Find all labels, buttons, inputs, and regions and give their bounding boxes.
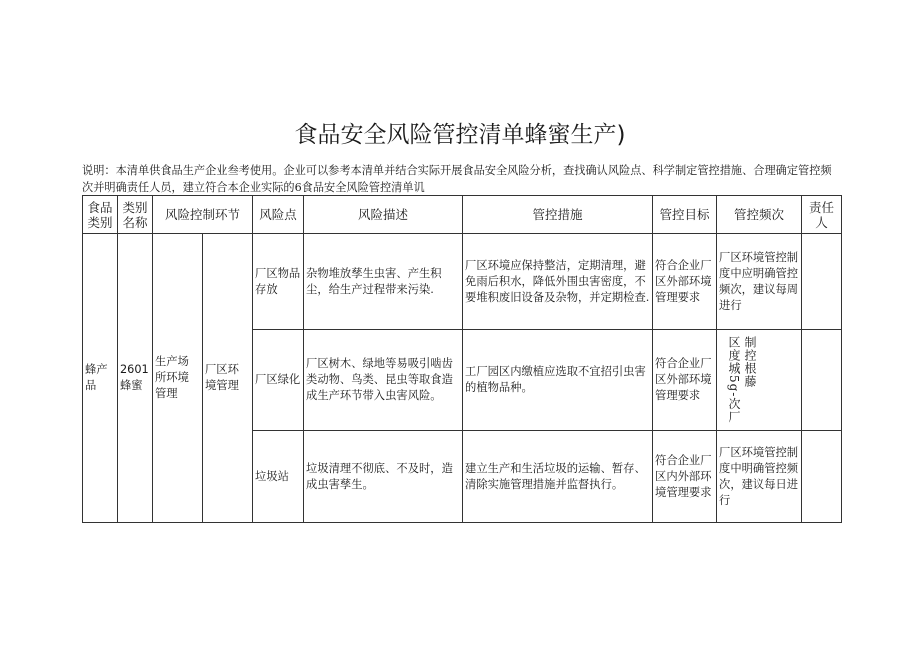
risk-point-cell: 厂区物品存放 xyxy=(253,234,304,330)
header-category-name: 类别名称 xyxy=(118,196,153,234)
intro-text: 说明：本清单供食品生产企业叁考使用。企业可以参考本清单并结合实际开展食品安全风险分析，查找确认风险点、科学制定管控措施、合理确定管控频次并明确责任人员，建立符合本企业实际的6食品安全风险管控清单讥 xyxy=(82,164,832,194)
risk-description-cell: 杂物堆放孳生虫害、产生积尘，给生产过程带来污染. xyxy=(304,234,463,330)
control-measures-cell: 建立生产和生活垃圾的运输、暂存、清除实施管理措施并监督执行。 xyxy=(463,431,653,523)
risk-point-cell: 垃圾站 xyxy=(253,431,304,523)
frequency-column: 区度城5g-次厂 xyxy=(727,336,742,424)
page-title: 食品安全风险管控清单蜂蜜生产) xyxy=(294,122,626,148)
risk-description-cell: 垃圾清理不彻底、不及时，造成虫害孳生。 xyxy=(304,431,463,523)
table-row xyxy=(83,234,842,330)
header-food-category: 食品类别 xyxy=(83,196,118,234)
control-target-cell: 符合企业厂区内外部环境管理要求 xyxy=(653,431,717,523)
header-responsible: 责任人 xyxy=(802,196,842,234)
header-risk-control-link: 风险控制环节 xyxy=(153,196,253,234)
food-category-cell: 蜂产品 xyxy=(83,234,118,523)
control-frequency-cell xyxy=(717,330,802,431)
control-frequency-cell: 厂区环境管控制度中明确管控频次，建议每日进行 xyxy=(717,431,802,523)
control-target-cell: 符合企业厂区外部环境管理要求 xyxy=(653,234,717,330)
control-measures-cell: 厂区环境应保持整洁，定期清理，避免雨后积水，降低外围虫害密度，不要堆积废旧设备及杂物，并定期检查. xyxy=(463,234,653,330)
header-control-target: 管控目标 xyxy=(653,196,717,234)
stage-cell: 生产场所环境管理 xyxy=(153,234,203,523)
header-risk-description: 风险描述 xyxy=(304,196,463,234)
risk-description-cell: 厂区树木、绿地等易吸引啮齿类动物、鸟类、昆虫等取食造成生产环节带入虫害风险。 xyxy=(304,330,463,431)
frequency-column: 制控根藤 xyxy=(743,336,758,389)
frequency-vertical-text xyxy=(719,336,799,423)
control-frequency-cell: 厂区环境管控制度中应明确管控频次，建议每周进行 xyxy=(717,234,802,330)
category-name-cell: 2601蜂蜜 xyxy=(118,234,153,523)
responsible-cell xyxy=(802,431,842,523)
header-row xyxy=(83,196,842,234)
control-target-cell: 符合企业厂区外部环境管理要求 xyxy=(653,330,717,431)
control-measures-cell: 工厂园区内缴植应选取不宜招引虫害的植物品种。 xyxy=(463,330,653,431)
responsible-cell xyxy=(802,234,842,330)
responsible-cell xyxy=(802,330,842,431)
header-control-frequency: 管控频次 xyxy=(717,196,802,234)
header-control-measures: 管控措施 xyxy=(463,196,653,234)
sub-stage-cell: 厂区环境管理 xyxy=(203,234,253,523)
risk-point-cell: 厂区绿化 xyxy=(253,330,304,431)
header-risk-point: 风险点 xyxy=(253,196,304,234)
risk-control-table xyxy=(82,195,842,523)
